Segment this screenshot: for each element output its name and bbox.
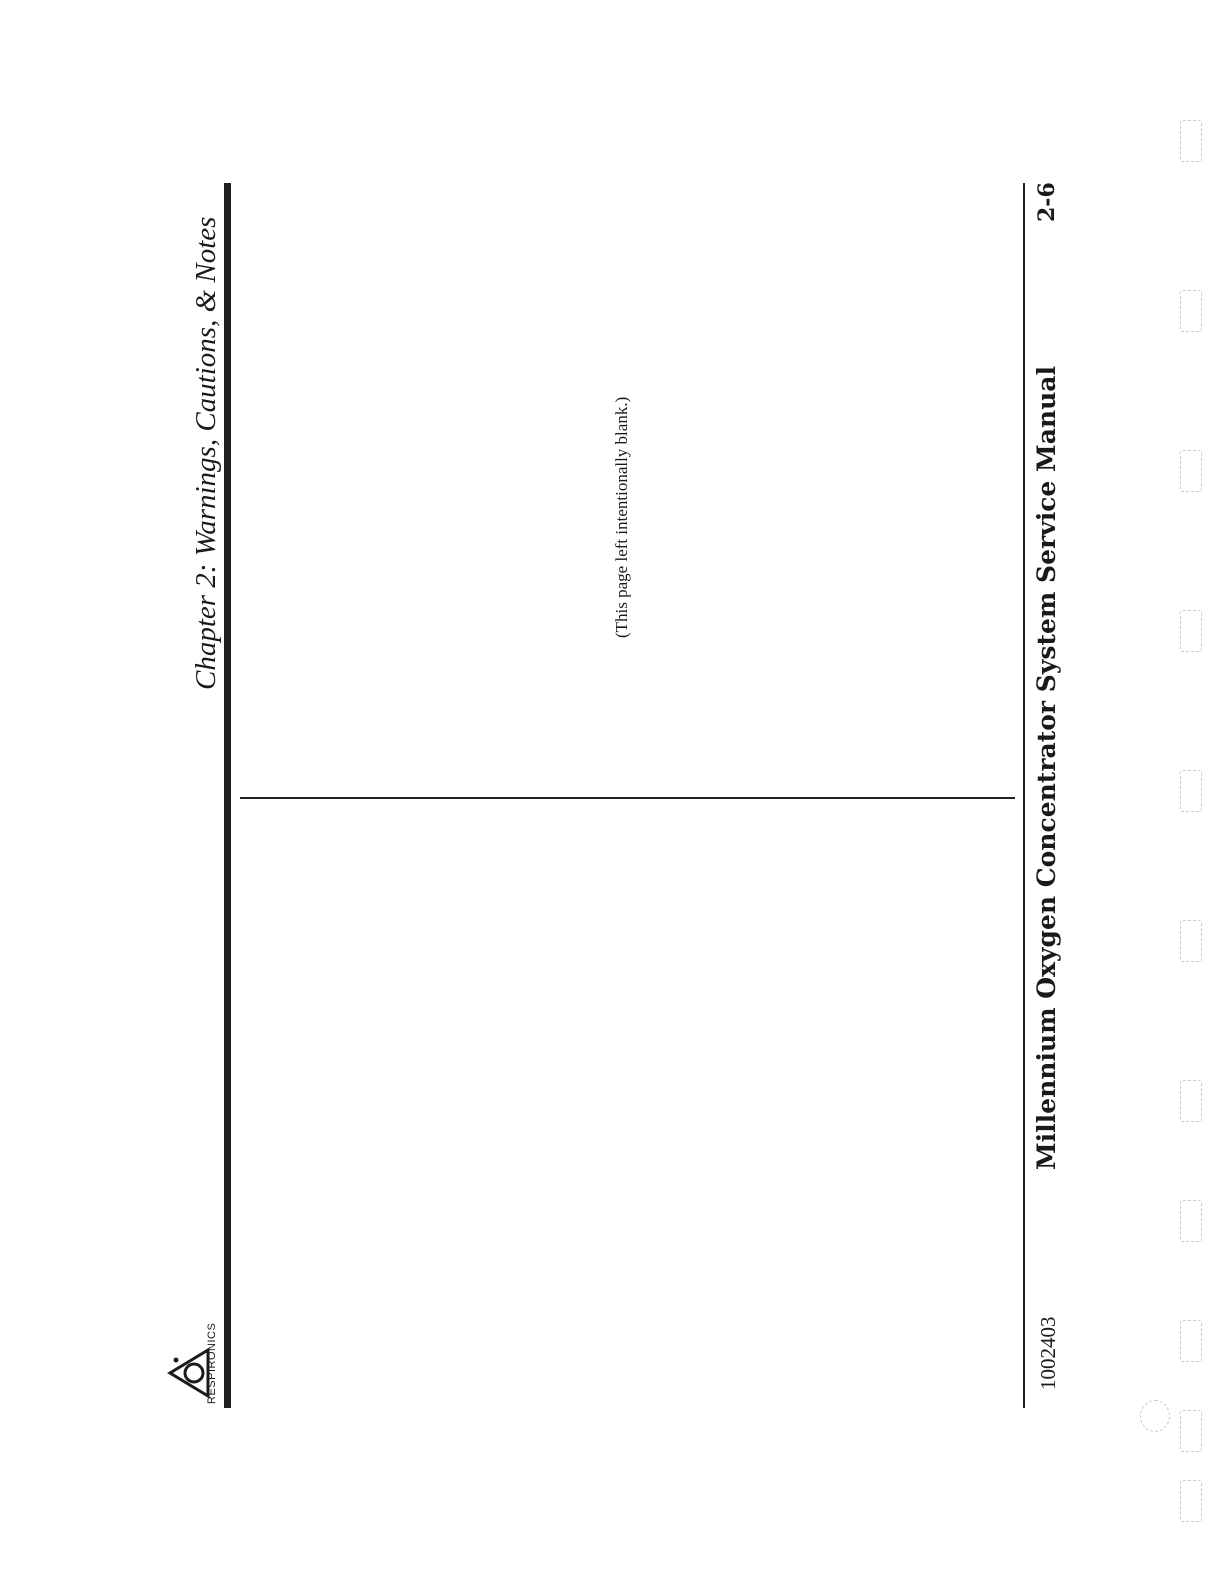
scan-artifact: [1180, 290, 1202, 332]
scan-artifact: [1180, 120, 1202, 162]
scan-artifact: [1180, 1200, 1202, 1242]
document-number: 1002403: [1036, 1316, 1060, 1390]
blank-page-note: (This page left intentionally blank.): [612, 396, 631, 638]
logo-wordmark: RESPIRONICS: [206, 1322, 218, 1404]
scan-artifact: [1180, 1480, 1202, 1522]
scan-artifact: [1180, 450, 1202, 492]
footer-rule: [1023, 183, 1025, 1408]
section-divider: [240, 797, 1015, 799]
scan-artifact: [1180, 610, 1202, 652]
page-number: 2-6: [1034, 182, 1060, 222]
header-rule: [224, 183, 231, 1408]
manual-title: Millennium Oxygen Concentrator System Service Manual: [1032, 366, 1061, 1170]
scan-artifact: [1140, 1400, 1170, 1432]
scan-artifact: [1180, 770, 1202, 812]
scan-artifact: [1180, 920, 1202, 962]
scan-artifact: [1180, 1410, 1202, 1452]
scan-artifact: [1180, 1320, 1202, 1362]
chapter-title: Chapter 2: Warnings, Cautions, & Notes: [190, 216, 222, 690]
scan-artifact: [1180, 1080, 1202, 1122]
